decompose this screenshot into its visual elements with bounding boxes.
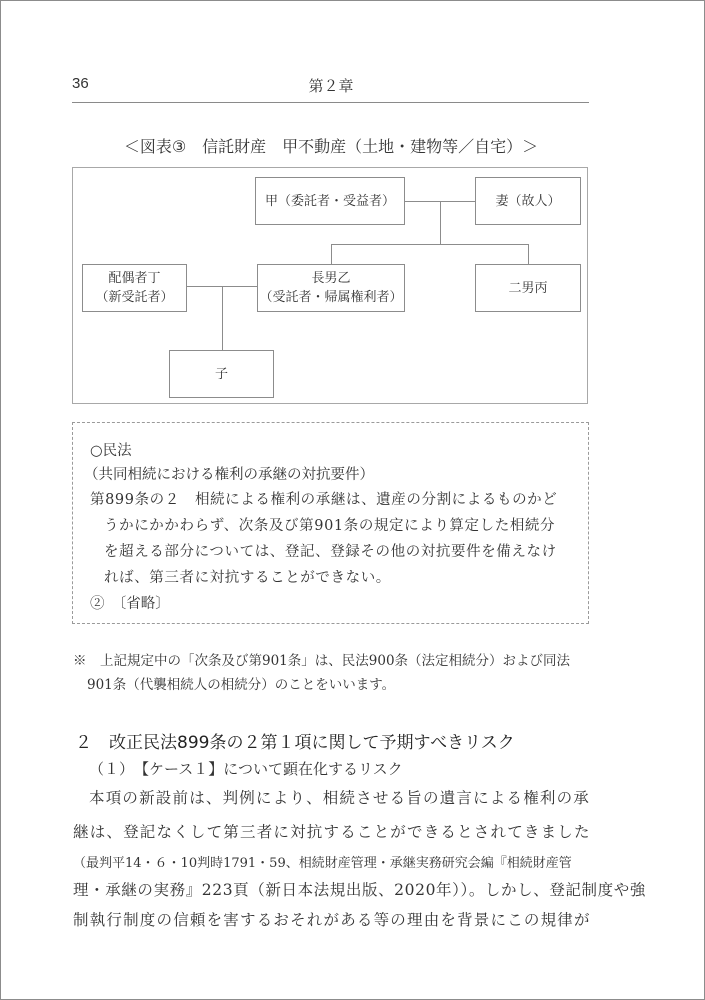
statute-line: れば、第三者に対抗することができない。 <box>104 570 391 586</box>
chapter-heading: 第２章 <box>308 77 354 95</box>
body-line: 継は、登記なくして第三者に対抗することができるとされてきました <box>73 823 591 841</box>
section-subheading: （１） 【ケース１】について顕在化するリスク <box>89 760 403 778</box>
node-label: 長男乙 <box>311 271 351 286</box>
node-child <box>169 350 274 398</box>
family-diagram <box>72 167 588 404</box>
descent-line-child <box>222 286 223 350</box>
descent-line-trunk <box>440 201 441 244</box>
body-line: 制執行制度の信頼を害するおそれがある等の理由を背景にこの規律が <box>73 911 591 929</box>
descent-line-hei <box>528 244 529 264</box>
node-label: 二男丙 <box>508 280 548 296</box>
node-eldest-son-otsu <box>257 264 405 312</box>
node-sublabel: （新受託者） <box>95 290 174 305</box>
node-label: 子 <box>214 366 228 382</box>
page-number: 36 <box>72 75 89 92</box>
node-wife-deceased <box>475 177 581 225</box>
body-line: 本項の新設前は、判例により、相続させる旨の遺言による権利の承 <box>89 789 591 807</box>
statute-line: 第899条の２ 相続による権利の承継は、遺産の分割によるものかど <box>90 492 558 508</box>
footnote-line: ※ 上記規定中の「次条及び第901条」は、民法900条（法定相続分）および同法 <box>73 653 571 669</box>
statute-paragraph-2: ② 〔省略〕 <box>90 596 170 612</box>
body-line-citation: （最判平14・６・10判時1791・59、相続財産管理・承継実務研究会編『相続財産管 <box>73 856 572 871</box>
section-heading: ２ 改正民法899条の２第１項に関して予期すべきリスク <box>75 733 515 753</box>
node-sublabel: （受託者・帰属権利者） <box>259 290 403 305</box>
node-label: 妻（故人） <box>495 193 561 209</box>
header-rule <box>72 102 589 103</box>
sibling-bar <box>331 244 528 245</box>
node-spouse-tei <box>82 264 187 312</box>
footnote-line: 901条（代襲相続人の相続分）のことをいいます。 <box>87 677 396 693</box>
body-line: 理・承継の実務』223頁（新日本法規出版、2020年））。しかし、登記制度や強 <box>73 881 646 899</box>
statute-law-name: ○民法 <box>90 443 132 459</box>
statute-line: を超える部分については、登記、登録その他の対抗要件を備えなけ <box>104 544 557 560</box>
node-label: 甲（委託者・受益者） <box>264 193 395 209</box>
node-ko-settlor <box>255 177 405 225</box>
statute-caption: （共同相続における権利の承継の対抗要件） <box>84 467 374 483</box>
descent-line-otsu <box>331 244 332 264</box>
figure-title: ＜図表③ 信託財産 甲不動産（土地・建物等／自宅）＞ <box>123 137 539 156</box>
node-label: 配偶者丁 <box>108 271 161 286</box>
statute-line: うかにかかわらず、次条及び第901条の規定により算定した相続分 <box>104 518 556 534</box>
node-second-son-hei <box>475 264 581 312</box>
